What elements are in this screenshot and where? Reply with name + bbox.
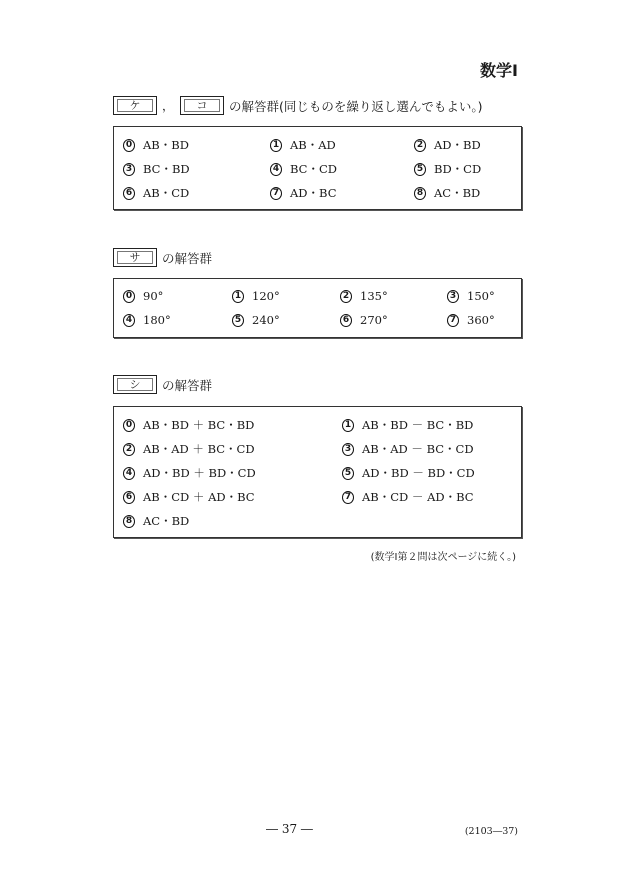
choice-number: 2 <box>414 139 426 152</box>
choice-7 <box>342 489 474 505</box>
answer-box-shi: シ <box>113 375 157 394</box>
choice-label: AB・CD － AD・BC <box>362 490 474 504</box>
section1-choices <box>113 126 522 210</box>
choice-number: 0 <box>123 419 135 432</box>
choice-label: AB・AD － BC・CD <box>362 442 474 456</box>
choice-number: 1 <box>342 419 354 432</box>
section1-text: の解答群(同じものを繰り返し選んでもよい。) <box>229 98 483 114</box>
choice-number: 0 <box>123 290 135 303</box>
section1-heading <box>113 96 483 115</box>
choice-1 <box>342 417 473 433</box>
section3-choices <box>113 406 522 538</box>
choice-4 <box>270 161 337 177</box>
choice-2 <box>123 441 255 457</box>
choice-label: 120° <box>252 289 280 303</box>
choice-label: AD・BC <box>290 186 337 200</box>
section2-choices <box>113 278 522 338</box>
answer-box-ko: コ <box>180 96 224 115</box>
choice-label: 240° <box>252 313 280 327</box>
choice-7 <box>447 313 495 327</box>
choice-label: AB・CD <box>143 186 190 200</box>
choice-number: 8 <box>123 515 135 528</box>
page-number: ― 37 ― <box>266 822 313 836</box>
choice-number: 6 <box>340 314 352 327</box>
choice-3 <box>447 289 495 303</box>
section3-text: の解答群 <box>162 377 213 393</box>
choice-number: 6 <box>123 491 135 504</box>
choice-3 <box>342 441 474 457</box>
choice-number: 6 <box>123 187 135 200</box>
choice-label: AB・CD ＋ AD・BC <box>143 490 255 504</box>
choice-5 <box>414 161 481 177</box>
choice-label: 270° <box>360 313 388 327</box>
choice-5 <box>232 313 280 327</box>
choice-8 <box>414 185 480 201</box>
choice-1 <box>270 137 336 153</box>
answer-box-ke: ケ <box>113 96 157 115</box>
continuation-note: (数学Ⅰ第２問は次ページに続く。) <box>370 552 516 563</box>
page-code: (2103―37) <box>464 826 518 837</box>
choice-label: 135° <box>360 289 388 303</box>
choice-number: 3 <box>123 163 135 176</box>
choice-number: 2 <box>340 290 352 303</box>
choice-label: AB・AD ＋ BC・CD <box>143 442 255 456</box>
choice-number: 2 <box>123 443 135 456</box>
choice-number: 4 <box>123 467 135 480</box>
section3-heading <box>113 375 212 394</box>
choice-number: 5 <box>342 467 354 480</box>
choice-number: 3 <box>447 290 459 303</box>
choice-3 <box>123 161 190 177</box>
choice-label: 180° <box>143 313 171 327</box>
choice-number: 1 <box>232 290 244 303</box>
choice-label: BC・BD <box>143 162 190 176</box>
choice-8 <box>123 513 189 529</box>
choice-label: AD・BD － BD・CD <box>362 466 475 480</box>
choice-6 <box>123 489 255 505</box>
choice-6 <box>123 185 189 201</box>
choice-5 <box>342 465 475 481</box>
choice-0 <box>123 289 163 303</box>
choice-number: 4 <box>123 314 135 327</box>
answer-box-sa: サ <box>113 248 157 267</box>
choice-label: AB・BD <box>143 138 189 152</box>
choice-number: 7 <box>270 187 282 200</box>
section2-heading <box>113 248 212 267</box>
choice-number: 7 <box>447 314 459 327</box>
choice-label: AD・BD ＋ BD・CD <box>143 466 256 480</box>
choice-2 <box>340 289 388 303</box>
section2-text: の解答群 <box>162 250 213 266</box>
choice-number: 1 <box>270 139 282 152</box>
choice-label: AD・BD <box>434 138 481 152</box>
choice-4 <box>123 313 171 327</box>
choice-label: AB・BD － BC・BD <box>362 418 474 432</box>
choice-2 <box>414 137 481 153</box>
choice-number: 4 <box>270 163 282 176</box>
choice-label: AC・BD <box>143 514 190 528</box>
choice-label: 90° <box>143 289 164 303</box>
choice-label: 360° <box>467 313 495 327</box>
choice-label: 150° <box>467 289 495 303</box>
choice-4 <box>123 465 256 481</box>
choice-0 <box>123 137 189 153</box>
choice-label: AB・AD <box>290 138 336 152</box>
separator: ， <box>162 99 175 113</box>
subject-title: 数学Ⅰ <box>480 61 518 80</box>
choice-number: 5 <box>414 163 426 176</box>
choice-label: AB・BD ＋ BC・BD <box>143 418 255 432</box>
choice-number: 5 <box>232 314 244 327</box>
choice-6 <box>340 313 388 327</box>
choice-number: 0 <box>123 139 135 152</box>
choice-label: AC・BD <box>434 186 481 200</box>
choice-label: BD・CD <box>434 162 482 176</box>
choice-1 <box>232 289 280 303</box>
choice-label: BC・CD <box>290 162 337 176</box>
choice-number: 7 <box>342 491 354 504</box>
choice-0 <box>123 417 254 433</box>
choice-number: 3 <box>342 443 354 456</box>
choice-number: 8 <box>414 187 426 200</box>
choice-7 <box>270 185 337 201</box>
